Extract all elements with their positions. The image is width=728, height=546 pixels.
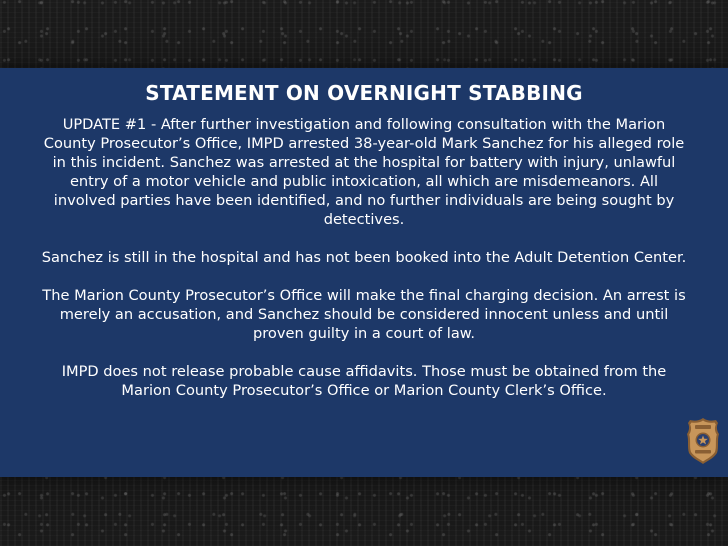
statement-paragraph-hospital: Sanchez is still in the hospital and has not been booked into the Adult Detention Center. — [41, 249, 687, 266]
statement-panel — [0, 68, 728, 477]
police-badge-icon — [686, 417, 720, 465]
statement-paragraph-charging: The Marion County Prosecutor’s Office will make the final charging decision. An arrest is merely an accusation, and Sanchez should be considered innocent unless and until proven guilty in a court of law. — [42, 287, 686, 342]
background-texture-top — [0, 0, 728, 68]
statement-body — [40, 115, 688, 400]
statement-paragraph-affidavits: IMPD does not release probable cause affidavits. Those must be obtained from the Marion County Prosecutor’s Office or Marion County Clerk’s Office. — [61, 363, 667, 399]
background-texture-bottom — [0, 477, 728, 546]
statement-title: STATEMENT ON OVERNIGHT STABBING — [145, 81, 583, 105]
statement-paragraph-update: UPDATE #1 - After further investigation and following consultation with the Marion County Prosecutor’s Office, IMPD arrested 38-year-old Mark Sanchez for his alleged role in this incident. Sanchez was arrested at the hospital for battery with injury, unlawful entry of a motor vehicle and public intoxication, all which are misdemeanors. All involved parties have been identified, and no further individuals are being sought by detectives. — [43, 116, 685, 228]
